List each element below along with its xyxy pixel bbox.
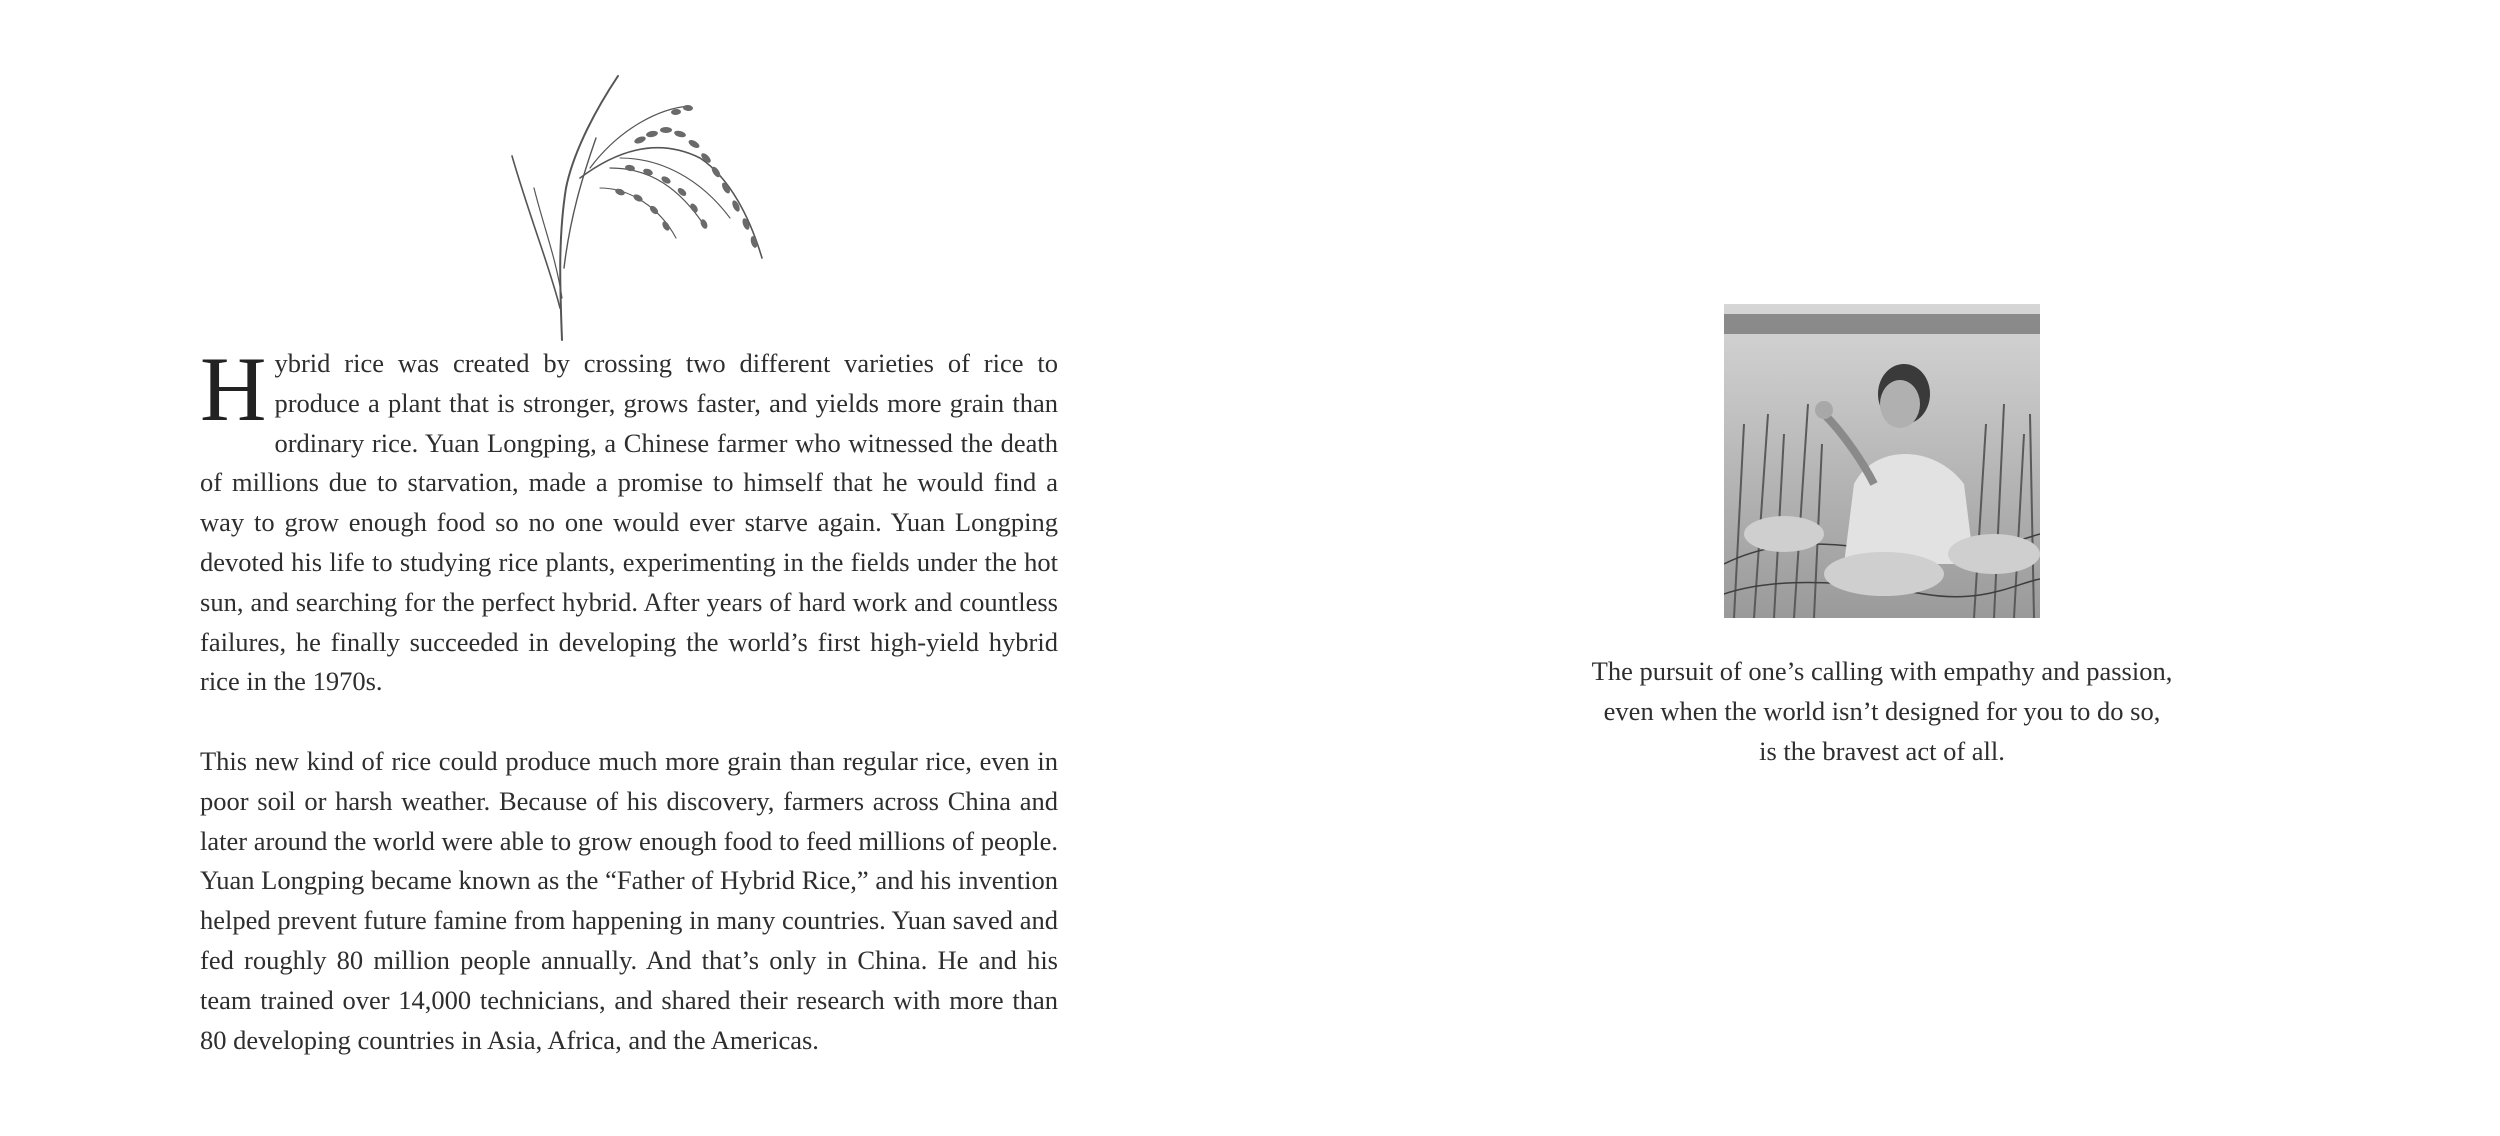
quote-line-1: The pursuit of one’s calling with empathy and passion,	[1591, 656, 2173, 686]
drop-cap: H	[200, 338, 267, 440]
right-page	[1250, 0, 2500, 1136]
paragraph-1	[200, 338, 1058, 702]
rice-stalk-illustration-icon	[500, 68, 790, 343]
paragraph-2: This new kind of rice could produce much more grain than regular rice, even in poor soil or harsh weather. Because of his discovery, farmers across China and later around the world were able to grow enough food to feed millions of people. Yuan Longping became known as the “Father of Hybrid Rice,” and his invention helped prevent future famine from happening in many countries. Yuan saved and fed roughly 80 million people annually. And that’s only in China. He and his team trained over 14,000 technicians, and shared their research with more than 80 developing countries in Asia, Africa, and the Americas.	[200, 745, 1058, 1055]
quote-line-3: is the bravest act of all.	[1759, 735, 2005, 766]
paragraph-1-text: ybrid rice was created by crossing two different varieties of rice to produce a plant that is stronger, grows faster, and yields more grain than ordinary rice. Yuan Longping, a Chinese farmer who witnessed the death of millions due to starvation, made a promise to himself that he would find a way to grow enough food so no one would ever starve again. Yuan Longping devoted his life to studying rice plants, experimenting in the fields under the hot sun, and searching for the perfect hybrid. After years of hard work and countless failures, he finally succeeded in developing the world’s first high-yield hybrid rice in the 1970s.	[200, 348, 1058, 697]
photo-man-in-rice-field-icon	[1724, 304, 2040, 618]
quote	[1590, 652, 2174, 771]
body-text	[200, 338, 1058, 1060]
quote-line-2: even when the world isn’t designed for you to do so,	[1603, 695, 2161, 726]
